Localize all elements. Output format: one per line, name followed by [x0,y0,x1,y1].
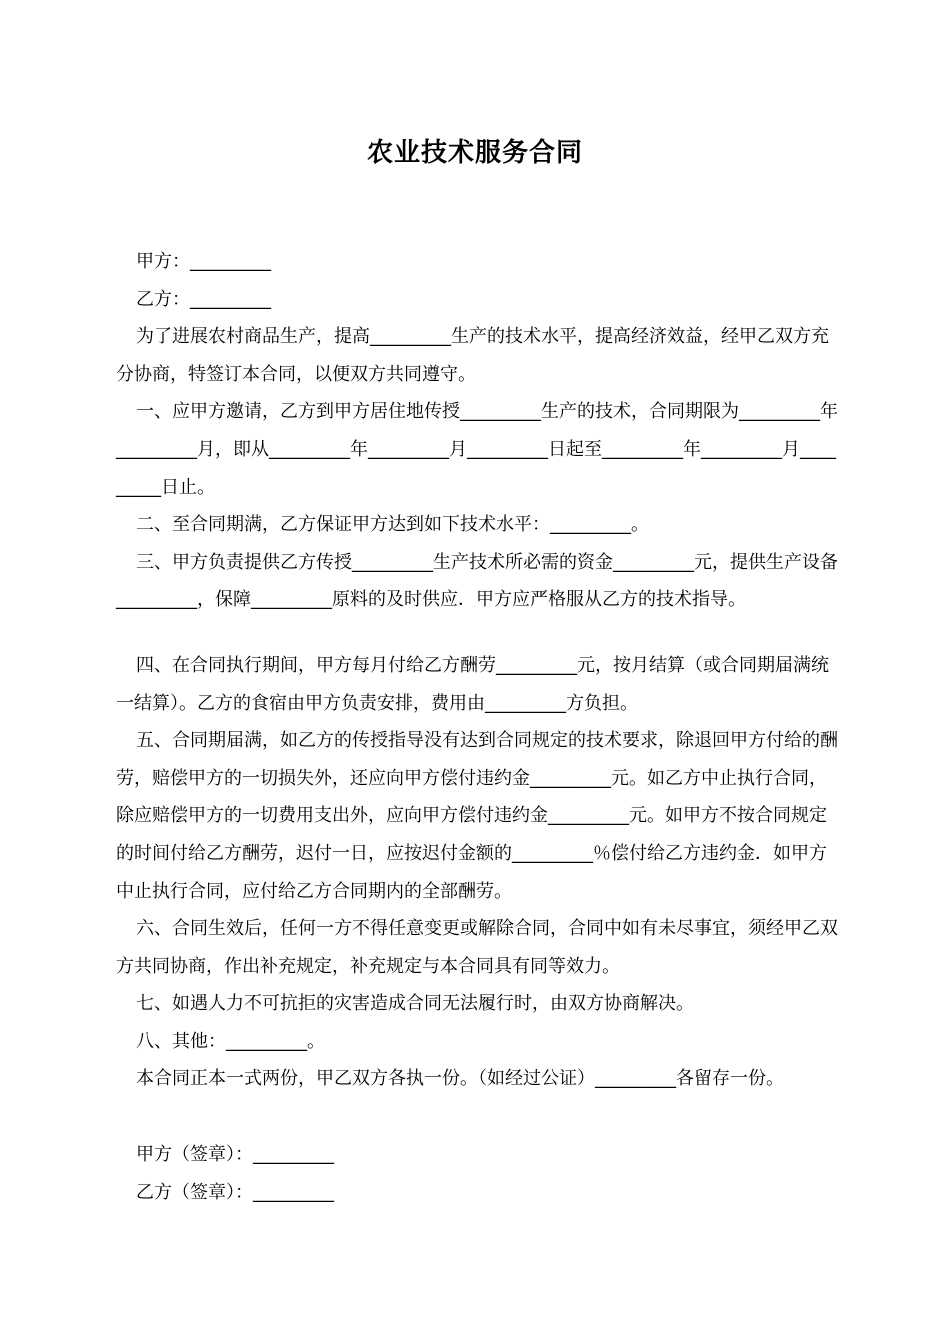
clause-4: 四、在合同执行期间，甲方每月付给乙方酬劳_________元，按月结算（或合同期届满统一结算）。乙方的食宿由甲方负责安排，费用由_________方负担。 [116,654,829,714]
signature-party-b: 乙方（签章）：_________ [136,1181,334,1203]
document-title: 农业技术服务合同 [366,138,583,168]
party-b-line: 乙方：_________ [136,288,271,310]
spacer [116,619,838,647]
document-body [116,243,838,1211]
clause-2: 二、至合同期满，乙方保证甲方达到如下技术水平：_________。 [136,514,649,536]
party-a-line: 甲方：_________ [136,251,271,272]
clause-5: 五、合同期届满，如乙方的传授指导没有达到合同规定的技术要求，除退回甲方付给的酬劳，赔偿甲方的一切损失外，还应向甲方偿付违约金_________元。如乙方中止执行合同，除应赔偿甲方的一切费用支出外，应向甲方偿付违约金_________元。如甲方不按合同规定的时间付给乙方酬劳，迟付一日，应按迟付金额的_________％偿付给乙方违约金．如甲方中止执行合同，应付给乙方合同期内的全部酬劳。 [116,730,838,902]
clause-1: 一、应甲方邀请，乙方到甲方居住地传授_________生产的技术，合同期限为_________年_________月，即从_________年_________月_________日起至_________年_________月_________日止。 [116,401,838,498]
copies-paragraph: 本合同正本一式两份，甲乙双方各执一份。（如经过公证）_________各留存一份。 [136,1068,784,1090]
preamble-paragraph: 为了进展农村商品生产，提高_________生产的技术水平，提高经济效益，经甲乙双方充分协商，特签订本合同，以便双方共同遵守。 [116,326,829,385]
clause-7: 七、如遇人力不可抗拒的灾害造成合同无法履行时，由双方协商解决。 [136,993,694,1015]
clause-6: 六、合同生效后，任何一方不得任意变更或解除合同，合同中如有未尽事宜，须经甲乙双方共同协商，作出补充规定，补充规定与本合同具有同等效力。 [116,918,838,977]
clause-3: 三、甲方负责提供乙方传授_________生产技术所必需的资金_________元，提供生产设备_________，保障_________原料的及时供应．甲方应严格服从乙方的技术指导。 [116,551,838,611]
clause-8: 八、其他：_________。 [136,1030,325,1052]
signature-party-a: 甲方（签章）：_________ [136,1144,334,1166]
spacer [116,1098,838,1136]
